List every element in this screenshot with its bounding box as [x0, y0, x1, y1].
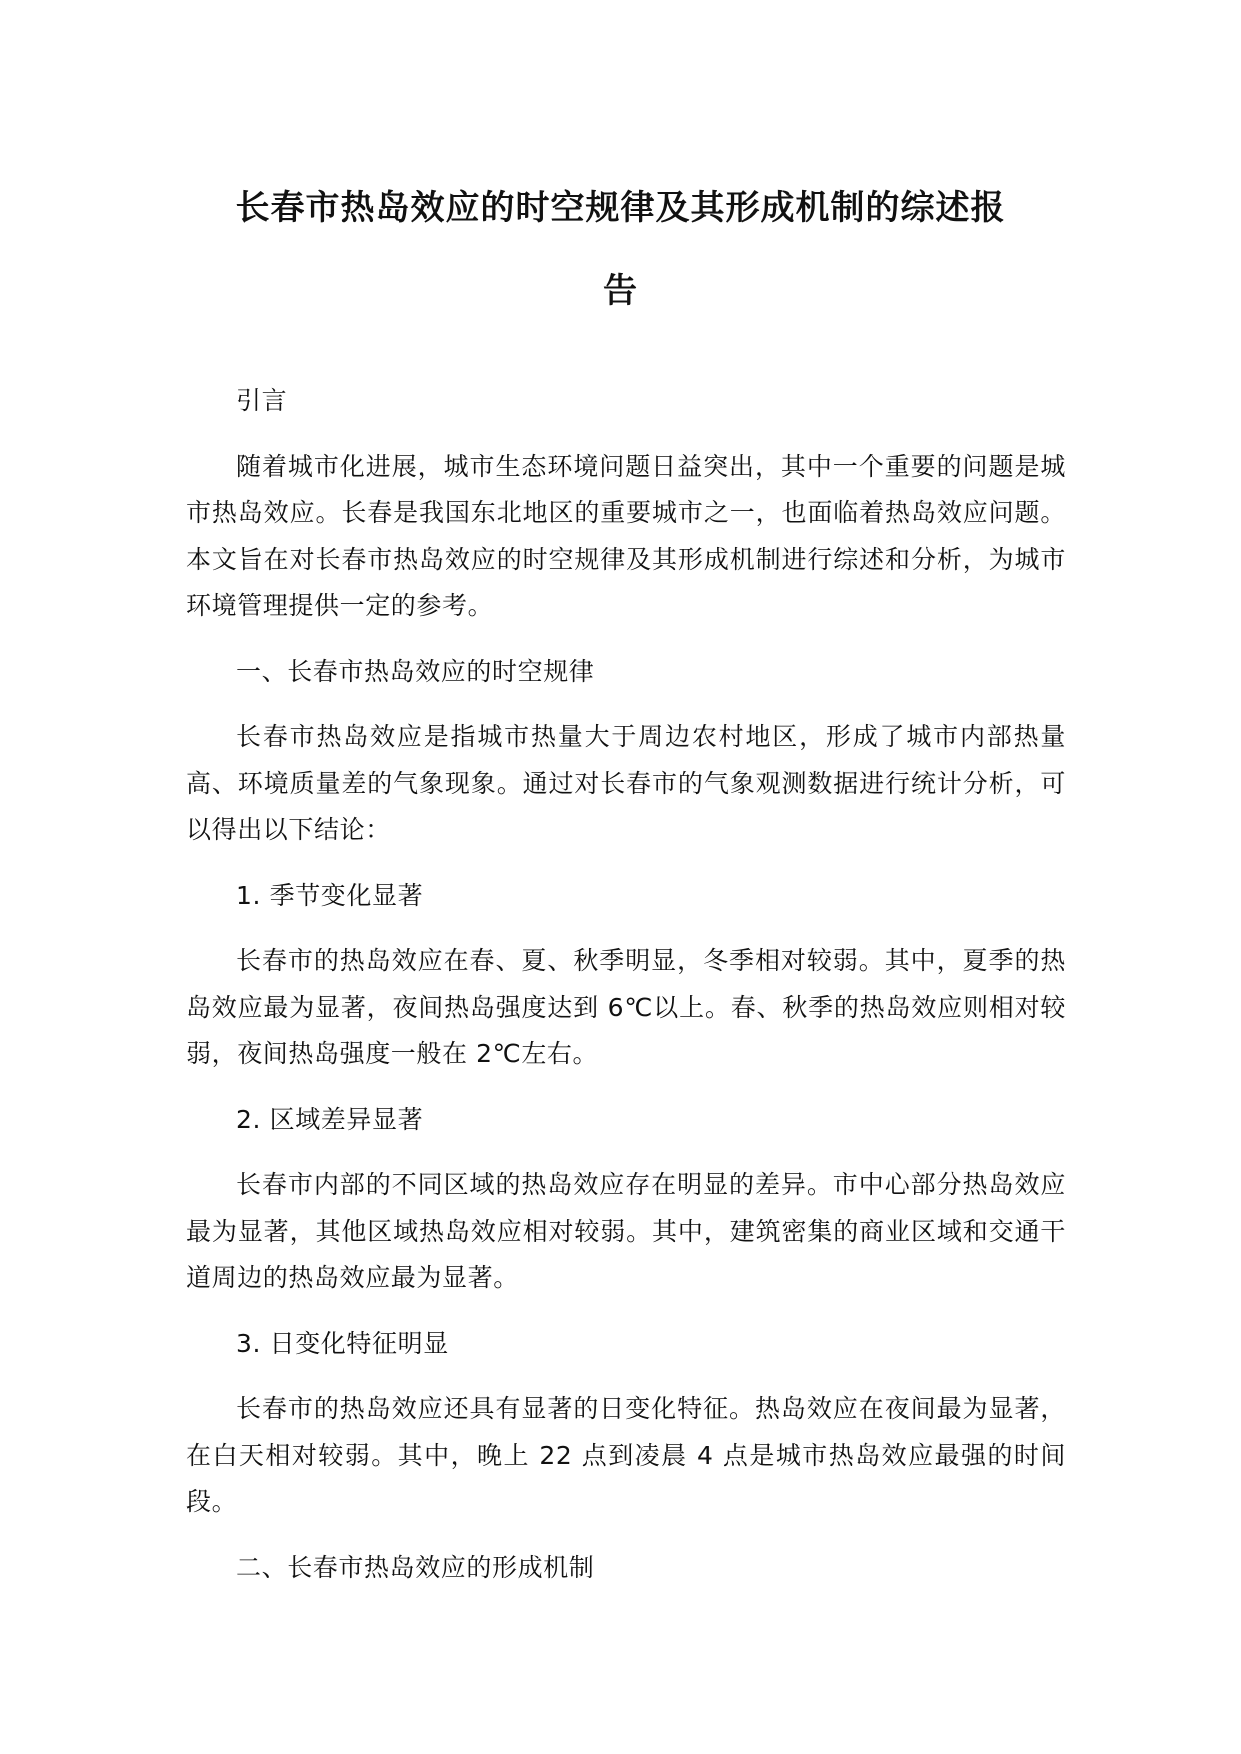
document-body	[186, 378, 1066, 1610]
heading-diurnal-variation: 3. 日变化特征明显	[236, 1328, 449, 1358]
heading-regional-difference: 2. 区域差异显著	[236, 1104, 424, 1134]
paragraph-introduction: 随着城市化进展，城市生态环境问题日益突出，其中一个重要的问题是城市热岛效应。长春是我国东北地区的重要城市之一，也面临着热岛效应问题。本文旨在对长春市热岛效应的时空规律及其形成机制进行综述和分析，为城市环境管理提供一定的参考。	[186, 451, 1066, 620]
heading-seasonal-variation: 1. 季节变化显著	[236, 880, 424, 910]
document-title-line-1: 长春市热岛效应的时空规律及其形成机制的综述报	[235, 188, 1006, 228]
paragraph-diurnal-variation: 长春市的热岛效应还具有显著的日变化特征。热岛效应在夜间最为显著，在白天相对较弱。其中，晚上 22 点到凌晨 4 点是城市热岛效应最强的时间段。	[186, 1394, 1066, 1516]
paragraph-section-1-intro: 长春市热岛效应是指城市热量大于周边农村地区，形成了城市内部热量高、环境质量差的气象现象。通过对长春市的气象观测数据进行统计分析，可以得出以下结论：	[186, 722, 1066, 844]
paragraph-regional-difference: 长春市内部的不同区域的热岛效应存在明显的差异。市中心部分热岛效应最为显著，其他区域热岛效应相对较弱。其中，建筑密集的商业区域和交通干道周边的热岛效应最为显著。	[186, 1170, 1066, 1292]
heading-introduction: 引言	[236, 386, 288, 415]
heading-section-1: 一、长春市热岛效应的时空规律	[236, 656, 595, 686]
document-title-line-2: 告	[603, 271, 638, 311]
heading-section-2: 二、长春市热岛效应的形成机制	[236, 1552, 595, 1582]
paragraph-seasonal-variation: 长春市的热岛效应在春、夏、秋季明显，冬季相对较弱。其中，夏季的热岛效应最为显著，夜间热岛强度达到 6℃以上。春、秋季的热岛效应则相对较弱，夜间热岛强度一般在 2℃左右。	[186, 946, 1066, 1068]
